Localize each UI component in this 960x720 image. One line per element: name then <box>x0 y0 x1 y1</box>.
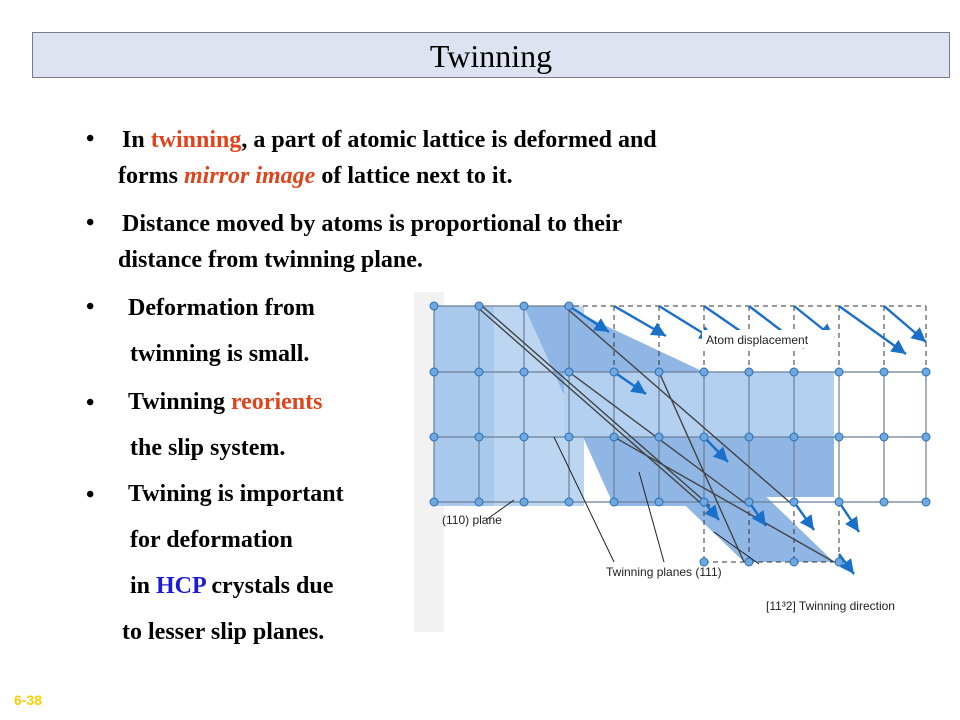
slide-title: Twinning <box>429 38 553 74</box>
bullet-dot: • <box>86 210 95 236</box>
bullet-dot: • <box>86 482 95 508</box>
bullet-3-line-1: Deformation from <box>128 295 315 321</box>
bullet-dot: • <box>86 390 95 416</box>
bullet-4-line-2: the slip system. <box>130 435 286 461</box>
bullet-dot: • <box>86 126 95 152</box>
bullet-5-line-1: Twining is important <box>128 481 344 507</box>
atom-displacement-label: Atom displacement <box>706 333 809 347</box>
twinning-direction-label: [11³2] Twinning direction <box>766 599 895 613</box>
slide-number: 6-38 <box>14 692 43 708</box>
bullet-1-line-2: forms mirror image of lattice next to it. <box>118 163 513 189</box>
bullet-2-line-2: distance from twinning plane. <box>118 247 423 273</box>
bullet-1-line-1: In twinning, a part of atomic lattice is deformed and <box>122 127 657 153</box>
twinning-diagram <box>414 292 944 632</box>
plane-110-label: (110) plane <box>442 513 502 527</box>
bullet-5-line-3: in HCP crystals due <box>130 573 334 599</box>
bullet-4-line-1: Twinning reorients <box>128 389 323 415</box>
twinning-planes-label: Twinning planes (111) <box>606 565 722 579</box>
bullet-3-line-2: twinning is small. <box>130 341 310 367</box>
bullet-5-line-4: to lesser slip planes. <box>122 619 325 645</box>
lattice-region <box>434 306 494 506</box>
title-bar <box>32 32 950 78</box>
bullet-2-line-1: Distance moved by atoms is proportional to their <box>122 211 623 237</box>
bullet-dot: • <box>86 294 95 320</box>
bullet-5-line-2: for deformation <box>130 527 293 553</box>
